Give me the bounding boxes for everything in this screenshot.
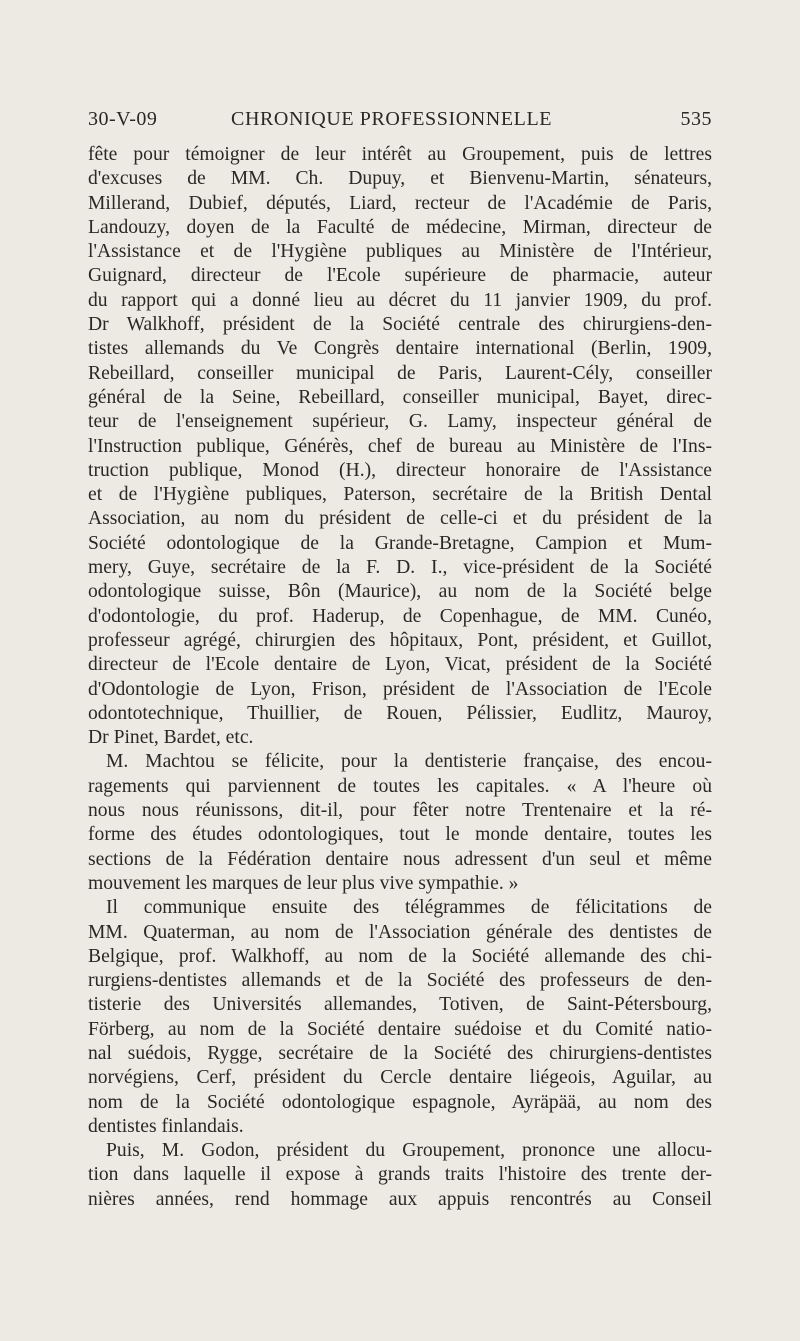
text-line: nom de la Société odontologique espagnole, Ayräpää, au nom des [88,1091,712,1113]
text-line: tisterie des Universités allemandes, Totiven, de Saint-Pétersbourg, [88,994,712,1016]
text-line: Dr Pinet, Bardet, etc. [88,727,254,749]
text-line: fête pour témoigner de leur intérêt au Groupement, puis de lettres [88,144,712,165]
text-line: truction publique, Monod (H.), directeur honoraire de l'Assistance [88,459,712,481]
header-date: 30-V-09 [88,108,158,130]
paragraph-1 [88,143,712,750]
text-line: tistes allemands du Ve Congrès dentaire international (Berlin, 1909, [88,338,712,360]
paragraph-2 [88,750,712,896]
text-line: du rapport qui a donné lieu au décret du 11 janvier 1909, du prof. [88,289,712,311]
text-line: sections de la Fédération dentaire nous adressent d'un seul et même [88,848,712,870]
body-text [88,143,712,1212]
text-line: nous nous réunissons, dit-il, pour fêter notre Trentenaire et la ré- [88,800,712,822]
text-line: Dr Walkhoff, président de la Société centrale des chirurgiens-den- [88,314,712,336]
text-line: odontologique suisse, Bôn (Maurice), au nom de la Société belge [88,581,712,603]
text-line: ragements qui parviennent de toutes les capitales. « A l'heure où [88,775,712,797]
text-line: Il communique ensuite des télégrammes de félicitations de [106,897,712,919]
text-line: M. Machtou se félicite, pour la dentisterie française, des encou- [106,751,712,773]
text-line: mouvement les marques de leur plus vive sympathie. » [88,872,519,894]
running-head [88,108,712,138]
page-number: 535 [680,108,712,130]
text-line: l'Assistance et de l'Hygiène publiques au Ministère de l'Intérieur, [88,241,712,263]
text-line: directeur de l'Ecole dentaire de Lyon, Vicat, président de la Société [88,654,712,676]
text-line: Puis, M. Godon, président du Groupement, prononce une allocu- [106,1140,712,1162]
text-line: tion dans laquelle il expose à grands traits l'histoire des trente der- [88,1164,712,1186]
text-line: dentistes finlandais. [88,1115,244,1137]
text-line: odontotechnique, Thuillier, de Rouen, Pélissier, Eudlitz, Mauroy, [88,702,712,724]
text-line: général de la Seine, Rebeillard, conseiller municipal, Bayet, direc- [88,386,712,408]
text-line: Millerand, Dubief, députés, Liard, recteur de l'Académie de Paris, [88,192,712,214]
text-line: rurgiens-dentistes allemands et de la Société des professeurs de den- [88,970,712,992]
text-line: nières années, rend hommage aux appuis rencontrés au Conseil [88,1188,712,1210]
text-line: professeur agrégé, chirurgien des hôpitaux, Pont, président, et Guillot, [88,629,712,651]
text-line: nal suédois, Rygge, secrétaire de la Société des chirurgiens-dentistes [88,1042,712,1064]
text-line: forme des études odontologiques, tout le monde dentaire, toutes les [88,824,712,846]
paragraph-3 [88,896,712,1139]
header-title: CHRONIQUE PROFESSIONNELLE [231,108,553,130]
text-line: Landouzy, doyen de la Faculté de médecine, Mirman, directeur de [88,216,712,238]
text-line: Belgique, prof. Walkhoff, au nom de la Société allemande des chi- [88,945,712,967]
paragraph-4 [88,1139,712,1212]
text-line: teur de l'enseignement supérieur, G. Lamy, inspecteur général de [88,411,712,433]
text-line: Association, au nom du président de celle-ci et du président de la [88,508,712,530]
text-line: norvégiens, Cerf, président du Cercle dentaire liégeois, Aguilar, au [88,1067,712,1089]
text-line: et de l'Hygiène publiques, Paterson, secrétaire de la British Dental [88,484,712,506]
text-line: Société odontologique de la Grande-Bretagne, Campion et Mum- [88,532,712,554]
text-line: MM. Quaterman, au nom de l'Association générale des dentistes de [88,921,712,943]
text-line: Guignard, directeur de l'Ecole supérieure de pharmacie, auteur [88,265,712,287]
text-line: Rebeillard, conseiller municipal de Paris, Laurent-Cély, conseiller [88,362,712,384]
text-line: Förberg, au nom de la Société dentaire suédoise et du Comité natio- [88,1018,712,1040]
text-line: d'Odontologie de Lyon, Frison, président de l'Association de l'Ecole [88,678,712,700]
text-line: l'Instruction publique, Générès, chef de bureau au Ministère de l'Ins- [88,435,712,457]
text-line: d'excuses de MM. Ch. Dupuy, et Bienvenu-Martin, sénateurs, [88,168,712,190]
text-line: mery, Guye, secrétaire de la F. D. I., vice-président de la Société [88,557,712,579]
text-line: d'odontologie, du prof. Haderup, de Copenhague, de MM. Cunéo, [88,605,712,627]
